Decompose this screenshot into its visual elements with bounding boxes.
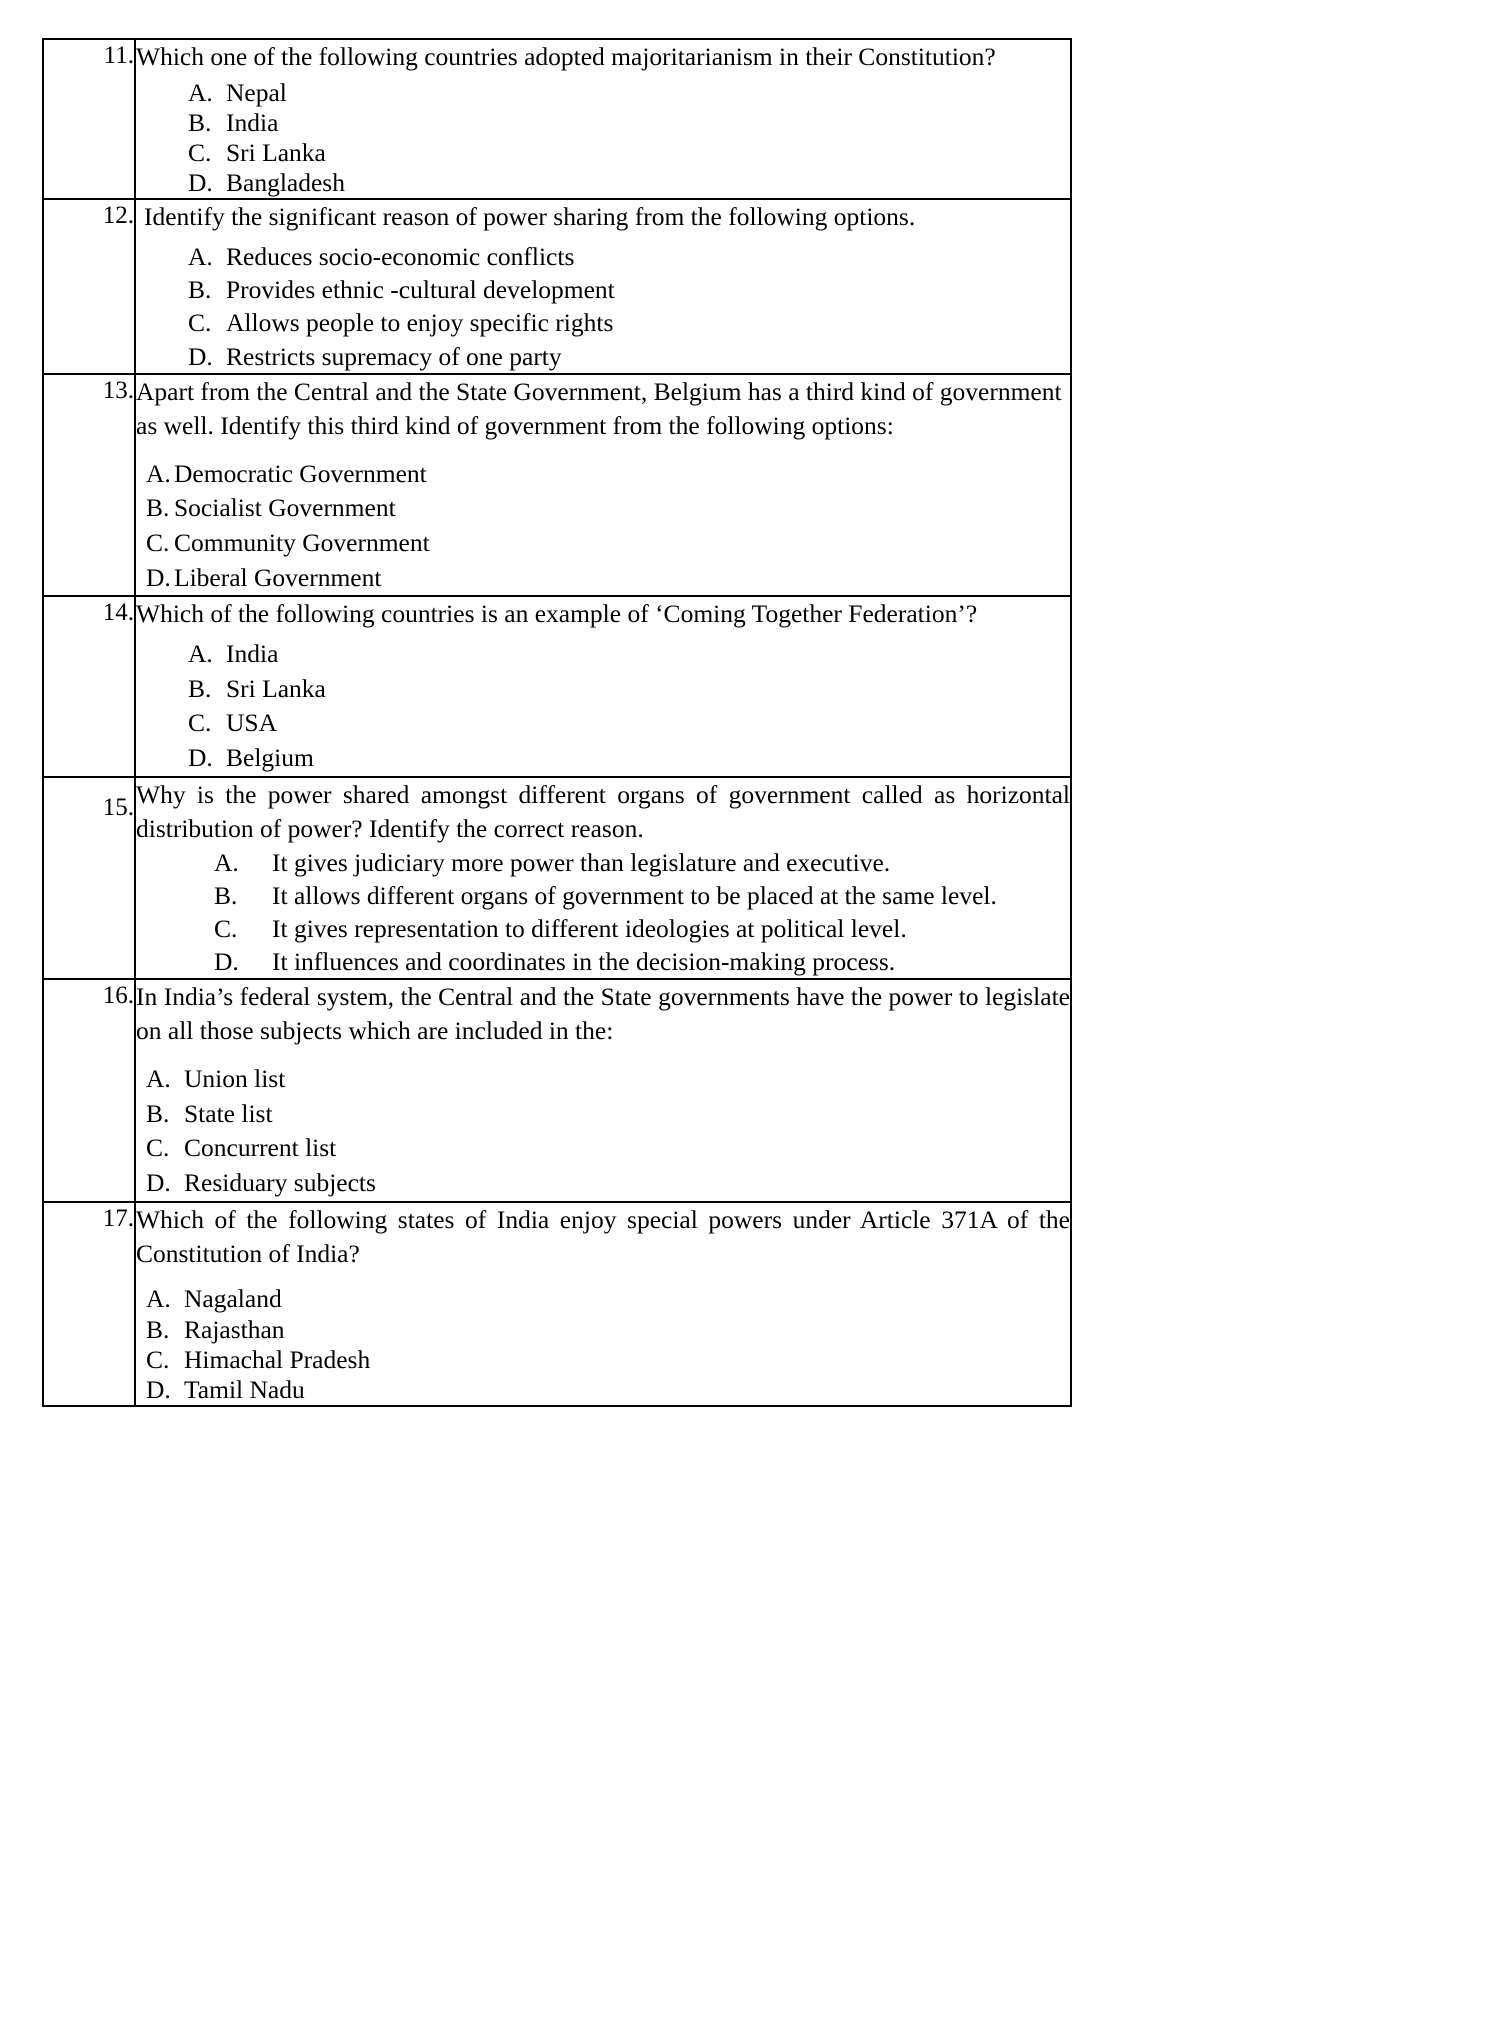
- question-number-cell: [43, 1202, 135, 1406]
- option-item[interactable]: [146, 526, 1070, 561]
- options-list: [136, 240, 1070, 373]
- option-label: A.: [188, 639, 213, 669]
- option-item[interactable]: [214, 846, 1070, 879]
- option-text: Democratic Government: [174, 458, 427, 488]
- question-text: Which of the following states of India enjoy special powers under Article 371A of the Constitution of India?: [136, 1204, 1070, 1268]
- question-number: 13.: [102, 376, 134, 404]
- option-text: Sri Lanka: [226, 673, 326, 703]
- option-label: B.: [214, 880, 238, 910]
- table-row: [43, 777, 1071, 979]
- option-text: Community Government: [174, 527, 430, 557]
- option-text: Himachal Pradesh: [184, 1344, 371, 1374]
- option-item[interactable]: [146, 491, 1070, 526]
- table-row: [43, 1202, 1071, 1406]
- question-number-cell: [43, 39, 135, 199]
- option-label: B.: [188, 107, 212, 137]
- option-label: B.: [146, 1314, 170, 1344]
- table-row: [43, 979, 1071, 1202]
- option-item[interactable]: [146, 1284, 1070, 1314]
- option-label: D.: [188, 743, 213, 773]
- option-item[interactable]: [188, 273, 1070, 306]
- option-item[interactable]: [214, 912, 1070, 945]
- option-text: Restricts supremacy of one party: [226, 341, 562, 371]
- option-text: Provides ethnic -cultural development: [226, 275, 615, 305]
- option-item[interactable]: [214, 879, 1070, 912]
- question-text: Apart from the Central and the State Government, Belgium has a third kind of government as well. Identify this third kind of government from the following options:: [136, 376, 1062, 440]
- options-list: [136, 846, 1070, 979]
- table-row: [43, 374, 1071, 597]
- question-body-cell: [135, 979, 1071, 1202]
- option-item[interactable]: [146, 1097, 1070, 1132]
- question-body-cell: [135, 1202, 1071, 1406]
- question-number-cell: [43, 777, 135, 979]
- options-list: [136, 1284, 1070, 1404]
- option-label: C.: [188, 138, 212, 168]
- option-label: A.: [146, 458, 171, 488]
- option-item[interactable]: [188, 78, 1070, 108]
- option-text: India: [226, 107, 279, 137]
- option-item[interactable]: [188, 340, 1070, 373]
- options-list: [136, 637, 1070, 776]
- option-item[interactable]: [188, 672, 1070, 707]
- option-item[interactable]: [188, 108, 1070, 138]
- question-body-cell: [135, 596, 1071, 777]
- option-label: A.: [146, 1284, 171, 1314]
- question-body-cell: [135, 39, 1071, 199]
- question-number-cell: [43, 979, 135, 1202]
- question-body-cell: [135, 777, 1071, 979]
- option-item[interactable]: [146, 1131, 1070, 1166]
- option-text: Sri Lanka: [226, 138, 326, 168]
- option-text: Union list: [184, 1063, 286, 1093]
- option-item[interactable]: [188, 306, 1070, 339]
- option-text: It gives representation to different ideologies at political level.: [272, 913, 907, 943]
- option-item[interactable]: [146, 1062, 1070, 1097]
- table-row: [43, 199, 1071, 373]
- table-row: [43, 39, 1071, 199]
- option-text: India: [226, 639, 279, 669]
- question-number: 11.: [103, 42, 134, 69]
- option-text: Nagaland: [184, 1284, 282, 1314]
- question-body-cell: [135, 374, 1071, 597]
- option-text: Belgium: [226, 743, 314, 773]
- option-text: Allows people to enjoy specific rights: [226, 308, 614, 338]
- option-label: D.: [146, 1167, 171, 1197]
- option-item[interactable]: [188, 637, 1070, 672]
- option-item[interactable]: [188, 741, 1070, 776]
- option-item[interactable]: [146, 1315, 1070, 1345]
- question-number: 12.: [102, 202, 134, 230]
- option-label: A.: [214, 847, 239, 877]
- option-text: It allows different organs of government to be placed at the same level.: [272, 880, 997, 910]
- question-number: 17.: [102, 1204, 134, 1232]
- option-label: A.: [188, 77, 213, 107]
- option-label: C.: [146, 1344, 170, 1374]
- question-text: Which of the following countries is an example of ‘Coming Together Federation’?: [136, 599, 978, 629]
- option-item[interactable]: [188, 240, 1070, 273]
- option-label: C.: [188, 308, 212, 338]
- option-text: USA: [226, 708, 278, 738]
- option-label: B.: [146, 493, 170, 523]
- question-number-cell: [43, 374, 135, 597]
- option-item[interactable]: [188, 168, 1070, 198]
- option-text: Residuary subjects: [184, 1167, 376, 1197]
- option-item[interactable]: [146, 1375, 1070, 1405]
- options-list: [136, 1062, 1070, 1201]
- option-label: C.: [146, 527, 170, 557]
- option-item[interactable]: [188, 138, 1070, 168]
- option-item[interactable]: [146, 457, 1070, 492]
- option-label: B.: [188, 275, 212, 305]
- option-text: Liberal Government: [174, 562, 382, 592]
- option-text: Socialist Government: [174, 493, 396, 523]
- option-item[interactable]: [188, 706, 1070, 741]
- options-list: [136, 78, 1070, 198]
- option-text: It gives judiciary more power than legislature and executive.: [272, 847, 891, 877]
- option-text: It influences and coordinates in the decision-making process.: [272, 947, 896, 977]
- option-label: D.: [188, 341, 213, 371]
- table-row: [43, 596, 1071, 777]
- option-label: C.: [146, 1133, 170, 1163]
- option-label: C.: [214, 913, 238, 943]
- option-label: C.: [188, 708, 212, 738]
- question-text: Which one of the following countries adopted majoritarianism in their Constitution?: [136, 42, 996, 71]
- question-text: Why is the power shared amongst different organs of government called as horizontal distribution of power? Identify the correct reason.: [136, 779, 1070, 843]
- question-number: 15.: [102, 793, 134, 821]
- question-text: Identify the significant reason of power sharing from the following options.: [144, 202, 916, 232]
- option-label: A.: [188, 242, 213, 272]
- option-item[interactable]: [146, 1166, 1070, 1201]
- option-text: Bangladesh: [226, 168, 345, 198]
- option-label: D.: [146, 1374, 171, 1404]
- question-number: 14.: [102, 599, 134, 627]
- option-item[interactable]: [146, 1345, 1070, 1375]
- option-text: Concurrent list: [184, 1133, 337, 1163]
- option-text: Rajasthan: [184, 1314, 285, 1344]
- questions-table: [42, 38, 1072, 1407]
- option-item[interactable]: [146, 561, 1070, 596]
- option-label: B.: [146, 1098, 170, 1128]
- option-label: D.: [188, 168, 213, 198]
- question-number-cell: [43, 596, 135, 777]
- option-text: Reduces socio-economic conflicts: [226, 242, 575, 272]
- question-body-cell: [135, 199, 1071, 373]
- option-label: D.: [146, 562, 171, 592]
- option-label: A.: [146, 1063, 171, 1093]
- question-number: 16.: [102, 982, 134, 1010]
- options-list: [136, 457, 1070, 596]
- option-label: D.: [214, 947, 239, 977]
- option-text: Tamil Nadu: [184, 1374, 305, 1404]
- option-text: State list: [184, 1098, 273, 1128]
- option-item[interactable]: [214, 945, 1070, 978]
- question-number-cell: [43, 199, 135, 373]
- option-text: Nepal: [226, 77, 287, 107]
- question-text: In India’s federal system, the Central and the State governments have the power to legislate on all those subjects which are included in the:: [136, 982, 1070, 1046]
- option-label: B.: [188, 673, 212, 703]
